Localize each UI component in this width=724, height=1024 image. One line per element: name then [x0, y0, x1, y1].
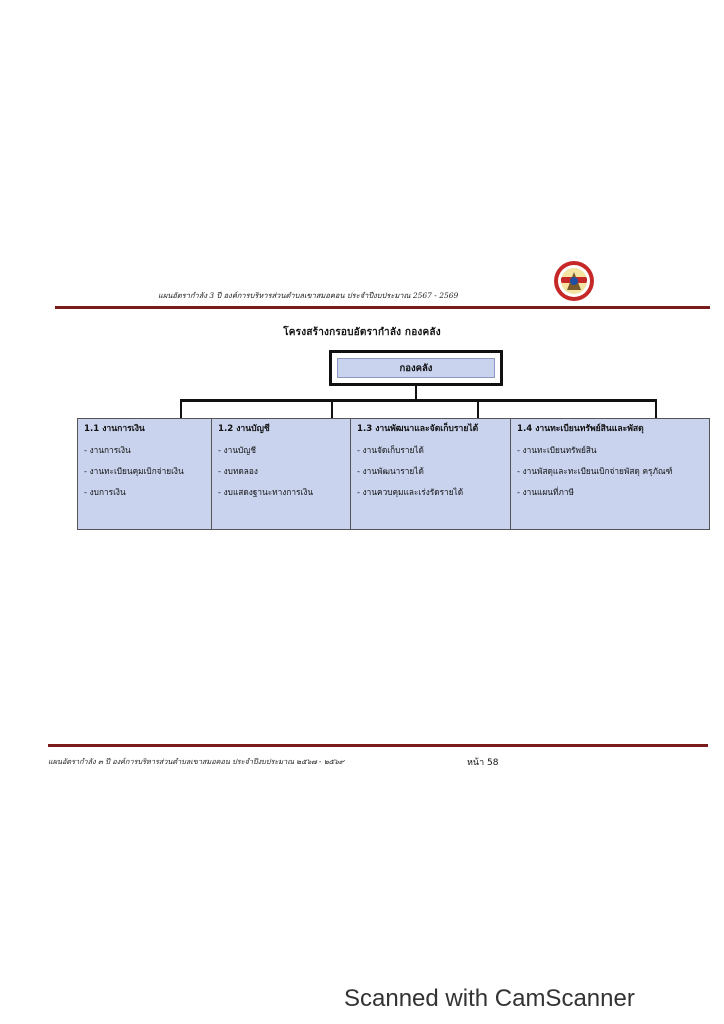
page-number: หน้า 58 [467, 758, 499, 768]
division-item: - งานทะเบียนทรัพย์สิน [517, 444, 597, 455]
division-title: 1.4 งานทะเบียนทรัพย์สินและพัสดุ [517, 424, 644, 434]
connector-drop-4 [655, 399, 657, 419]
division-item: - งบแสดงฐานะทางการเงิน [218, 487, 314, 498]
division-item: - งบการเงิน [84, 487, 126, 498]
connector-drop-3 [477, 399, 479, 419]
division-item: - งานแผนที่ภาษี [517, 487, 574, 498]
top-unit-box [329, 350, 503, 386]
division-item: - งานจัดเก็บรายได้ [357, 444, 424, 455]
division-item: - งานพัสดุและทะเบียนเบิกจ่ายพัสดุ ครุภัณฑ์ [517, 465, 673, 476]
division-title: 1.3 งานพัฒนาและจัดเก็บรายได้ [357, 424, 479, 434]
connector-drop-2 [331, 399, 333, 419]
division-item: - งานทะเบียนคุมเบิกจ่ายเงิน [84, 465, 184, 476]
scanner-watermark: Scanned with CamScanner [344, 985, 635, 1012]
division-cell [78, 419, 212, 529]
top-unit-label: กองคลัง [337, 358, 495, 378]
chart-title: โครงสร้างกรอบอัตรากำลัง กองคลัง [283, 327, 441, 338]
division-item: - งานควบคุมและเร่งรัดรายได้ [357, 487, 464, 498]
division-item: - งานการเงิน [84, 444, 131, 455]
division-cell [351, 419, 511, 529]
footer-divider [48, 744, 708, 747]
division-item: - งานบัญชี [218, 444, 256, 455]
division-cell [511, 419, 709, 529]
organization-seal-logo [553, 260, 595, 302]
connector-vertical-main [415, 386, 417, 400]
footer-text: แผนอัตรากำลัง ๓ ปี องค์การบริหารส่วนตำบลเขาสมอคอน ประจำปีงบประมาณ ๒๕๖๗ - ๒๕๖๙ [48, 757, 345, 766]
division-item: - งานพัฒนารายได้ [357, 465, 424, 476]
division-title: 1.1 งานการเงิน [84, 424, 145, 434]
connector-horizontal [180, 399, 657, 402]
division-item: - งบทดลอง [218, 465, 258, 476]
header-divider [55, 306, 710, 309]
connector-drop-1 [180, 399, 182, 419]
division-cell [212, 419, 351, 529]
header-text: แผนอัตรากำลัง 3 ปี องค์การบริหารส่วนตำบลเขาสมอคอน ประจำปีงบประมาณ 2567 - 2569 [158, 291, 459, 300]
division-title: 1.2 งานบัญชี [218, 424, 270, 434]
divisions-table [77, 418, 710, 530]
